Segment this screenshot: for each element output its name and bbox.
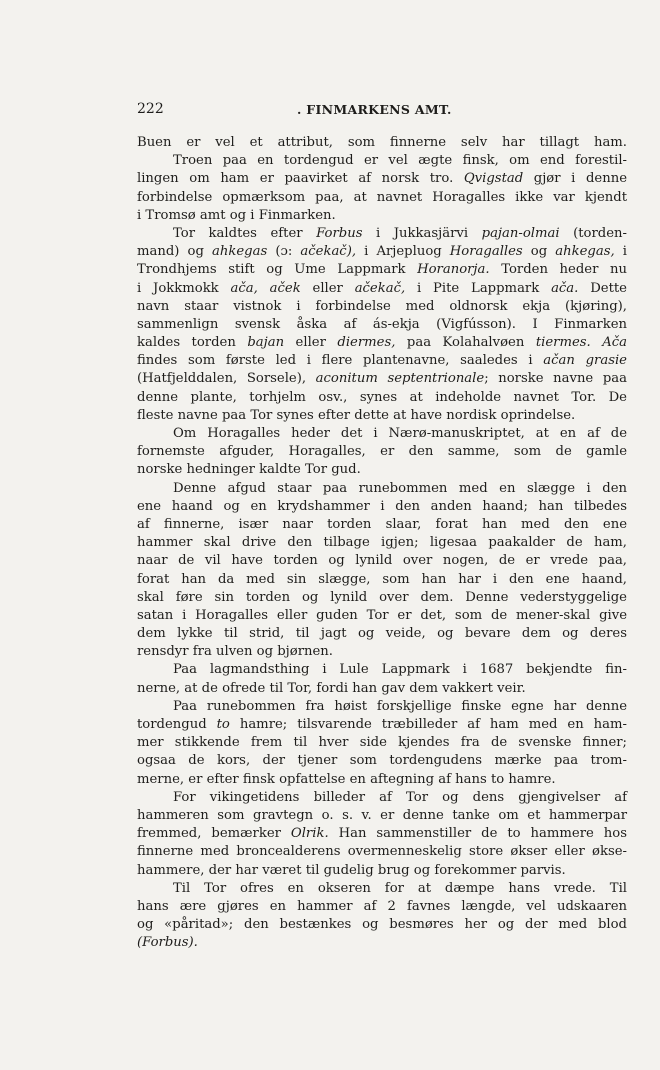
text-line	[137, 407, 627, 425]
text-segment: (torden-	[559, 225, 627, 241]
italic-text: pajan-olmai	[481, 225, 560, 241]
text-segment: finnerne med broncealderens overmenneskelig store økser eller økse-	[137, 844, 627, 860]
text-line	[137, 607, 627, 625]
text-line	[137, 152, 627, 170]
text-segment: (Hatfjelddalen, Sorsele),	[137, 371, 316, 387]
text-segment: eller	[300, 280, 355, 296]
text-segment: Paa runebommen fra høist forskjellige finske egne har denne	[173, 698, 627, 714]
text-line	[137, 680, 627, 698]
text-line	[137, 316, 627, 334]
page-number: 222	[137, 101, 164, 117]
text-segment: hamre; tilsvarende træbilleder af ham med en ham-	[229, 717, 627, 732]
text-line	[137, 643, 627, 661]
text-line	[137, 934, 627, 952]
text-line	[137, 370, 627, 388]
text-line	[137, 170, 627, 188]
text-segment: Trondhjems stift og Ume Lappmark	[137, 262, 418, 278]
italic-text: (Forbus).	[137, 935, 198, 951]
italic-text: Horagalles	[449, 244, 523, 260]
italic-text: diermes,	[337, 335, 396, 351]
italic-text: Qvigstad	[463, 171, 524, 187]
text-segment: merne, er efter finsk opfattelse en aftegning af hans to hamre.	[137, 771, 556, 787]
italic-text: Forbus	[316, 225, 363, 241]
text-segment: af finnerne, især naar torden slaar, forat han med den ene	[137, 516, 627, 532]
text-line	[137, 625, 627, 643]
text-segment: skal føre sin torden og lynild over dem. Denne vederstyggelige	[137, 589, 627, 605]
italic-text: aconitum septentrionale	[315, 371, 485, 387]
text-line	[137, 134, 627, 152]
page-header	[137, 101, 627, 121]
text-line	[137, 461, 627, 479]
text-segment: For vikingetidens billeder af Tor og dens gjengivelser af	[173, 789, 627, 805]
text-line	[137, 534, 627, 552]
text-segment: tordengud	[137, 717, 217, 732]
text-segment: eller	[284, 335, 338, 351]
text-segment: Dette	[578, 280, 627, 296]
italic-text: Horanorja.	[417, 262, 490, 278]
italic-text: ahkegas	[212, 244, 268, 260]
text-segment: gjør i denne	[523, 171, 628, 187]
text-segment: rensdyr fra ulven og bjørnen.	[137, 644, 333, 660]
text-segment: Han sammenstiller de to hammere hos	[328, 826, 627, 842]
text-segment: denne plante, torhjelm osv., synes at indeholde navnet Tor. De	[137, 389, 627, 405]
italic-text: Olrik.	[290, 826, 329, 842]
text-segment: ene haand og en krydshammer i den anden haand; han tilbedes	[137, 498, 627, 514]
text-line	[137, 825, 627, 843]
text-segment: Tor kaldtes efter	[173, 225, 317, 241]
running-title: . FINMARKENS AMT.	[297, 102, 452, 117]
text-segment: Buen er vel et attribut, som finnerne selv har tillagt ham.	[137, 135, 627, 150]
italic-text: ačekač),	[300, 244, 357, 260]
text-segment: findes som første led i flere plantenavne, saaledes i	[137, 353, 544, 369]
text-line	[137, 189, 627, 207]
text-segment: dem lykke til strid, til jagt og veide, og bevare dem og deres	[137, 626, 627, 642]
text-line	[137, 771, 627, 789]
text-segment: og	[522, 244, 556, 260]
text-segment: og «påritad»; den bestænkes og besmøres her og der med blod	[137, 917, 627, 933]
text-segment: forbindelse opmærksom paa, at navnet Horagalles ikke var kjendt	[137, 189, 627, 205]
text-segment: forat han da med sin slægge, som han har i den ene haand,	[137, 571, 627, 587]
text-line	[137, 916, 627, 934]
text-segment: i Tromsø amt og i Finmarken.	[137, 207, 336, 223]
text-segment: hammeren som gravtegn o. s. v. er denne tanke om et hammerpar	[137, 807, 627, 823]
text-segment: i Pite Lappmark	[405, 280, 552, 296]
text-segment: fornemste afguder, Horagalles, er den samme, som de gamle	[137, 444, 627, 460]
text-segment	[591, 335, 602, 350]
text-line	[137, 552, 627, 570]
text-segment: ; norske navne paa	[484, 371, 627, 387]
text-segment: Paa lagmandsthing i Lule Lappmark i 1687 bekjendte fin-	[173, 662, 627, 678]
italic-text: ačan grasie	[543, 353, 627, 369]
text-line	[137, 898, 627, 916]
text-segment: Til Tor ofres en okseren for at dæmpe hans vrede. Til	[173, 880, 627, 896]
text-line	[137, 807, 627, 825]
text-segment: lingen om ham er paavirket af norsk tro.	[137, 171, 464, 187]
italic-text: ačekač,	[354, 280, 406, 296]
text-segment: fremmed, bemærker	[137, 826, 291, 842]
text-segment: norske hedninger kaldte Tor gud.	[137, 462, 361, 478]
text-line	[137, 389, 627, 407]
italic-text: bajan	[247, 335, 285, 351]
text-segment: satan i Horagalles eller guden Tor er det, som de mener-skal give	[137, 607, 627, 623]
text-line	[137, 698, 627, 716]
italic-text: Ača	[602, 335, 627, 351]
text-segment: Troen paa en tordengud er vel ægte finsk, om end forestil-	[173, 153, 627, 169]
text-segment: i Arjepluog	[356, 244, 450, 260]
text-segment: Torden heder nu	[489, 262, 627, 278]
italic-text: ača.	[551, 280, 579, 296]
italic-text: ahkegas,	[555, 244, 615, 260]
text-segment: (ɔ:	[267, 244, 301, 260]
text-segment: mer stikkende frem til hver side kjendes fra de svenske finner;	[137, 735, 627, 751]
text-line	[137, 352, 627, 370]
italic-text: to	[216, 717, 230, 732]
text-segment: i Jokkmokk	[137, 280, 231, 296]
italic-text: tiermes.	[535, 335, 591, 351]
text-line	[137, 862, 627, 880]
text-line	[137, 571, 627, 589]
text-line	[137, 207, 627, 225]
text-line	[137, 716, 627, 734]
text-line	[137, 261, 627, 279]
text-segment: hammere, der har været til gudelig brug og forekommer parvis.	[137, 862, 566, 878]
text-line	[137, 734, 627, 752]
text-line	[137, 334, 627, 352]
text-segment: hammer skal drive den tilbage igjen; ligesaa paakalder de ham,	[137, 535, 627, 551]
text-segment: Denne afgud staar paa runebommen med en slægge i den	[173, 480, 627, 496]
text-segment: naar de vil have torden og lynild over nogen, de er vrede paa,	[137, 553, 627, 569]
text-line	[137, 516, 627, 534]
text-line	[137, 443, 627, 461]
text-line	[137, 661, 627, 679]
italic-text: ača, aček	[230, 280, 301, 296]
text-segment: hans ære gjøres en hammer af 2 favnes længde, vel udskaaren	[137, 898, 627, 914]
body-text	[137, 134, 627, 952]
text-line	[137, 789, 627, 807]
text-segment: paa Kolahalvøen	[395, 335, 536, 351]
text-segment: kaldes torden	[137, 335, 248, 351]
text-segment: Om Horagalles heder det i Nærø-manuskriptet, at en af de	[173, 426, 627, 441]
text-segment: ogsaa de kors, der tjener som tordengudens mærke paa trom-	[137, 753, 627, 769]
text-line	[137, 589, 627, 607]
text-segment: mand) og	[137, 244, 213, 260]
text-segment: sammenlign svensk åska af ás-ekja (Vigfússon). I Finmarken	[137, 316, 627, 332]
text-segment: nerne, at de ofrede til Tor, fordi han gav dem vakkert veir.	[137, 680, 526, 696]
text-line	[137, 298, 627, 316]
text-line	[137, 752, 627, 770]
text-segment: navn staar vistnok i forbindelse med oldnorsk ekja (kjøring),	[137, 298, 627, 314]
text-line	[137, 498, 627, 516]
text-line	[137, 880, 627, 898]
text-line	[137, 480, 627, 498]
text-segment: fleste navne paa Tor synes efter dette at have nordisk oprindelse.	[137, 407, 576, 423]
text-line	[137, 843, 627, 861]
text-segment: i	[614, 244, 627, 260]
text-segment: i Jukkasjärvi	[362, 225, 482, 241]
text-line	[137, 280, 627, 298]
text-line	[137, 225, 627, 243]
text-line	[137, 243, 627, 261]
text-line	[137, 425, 627, 443]
